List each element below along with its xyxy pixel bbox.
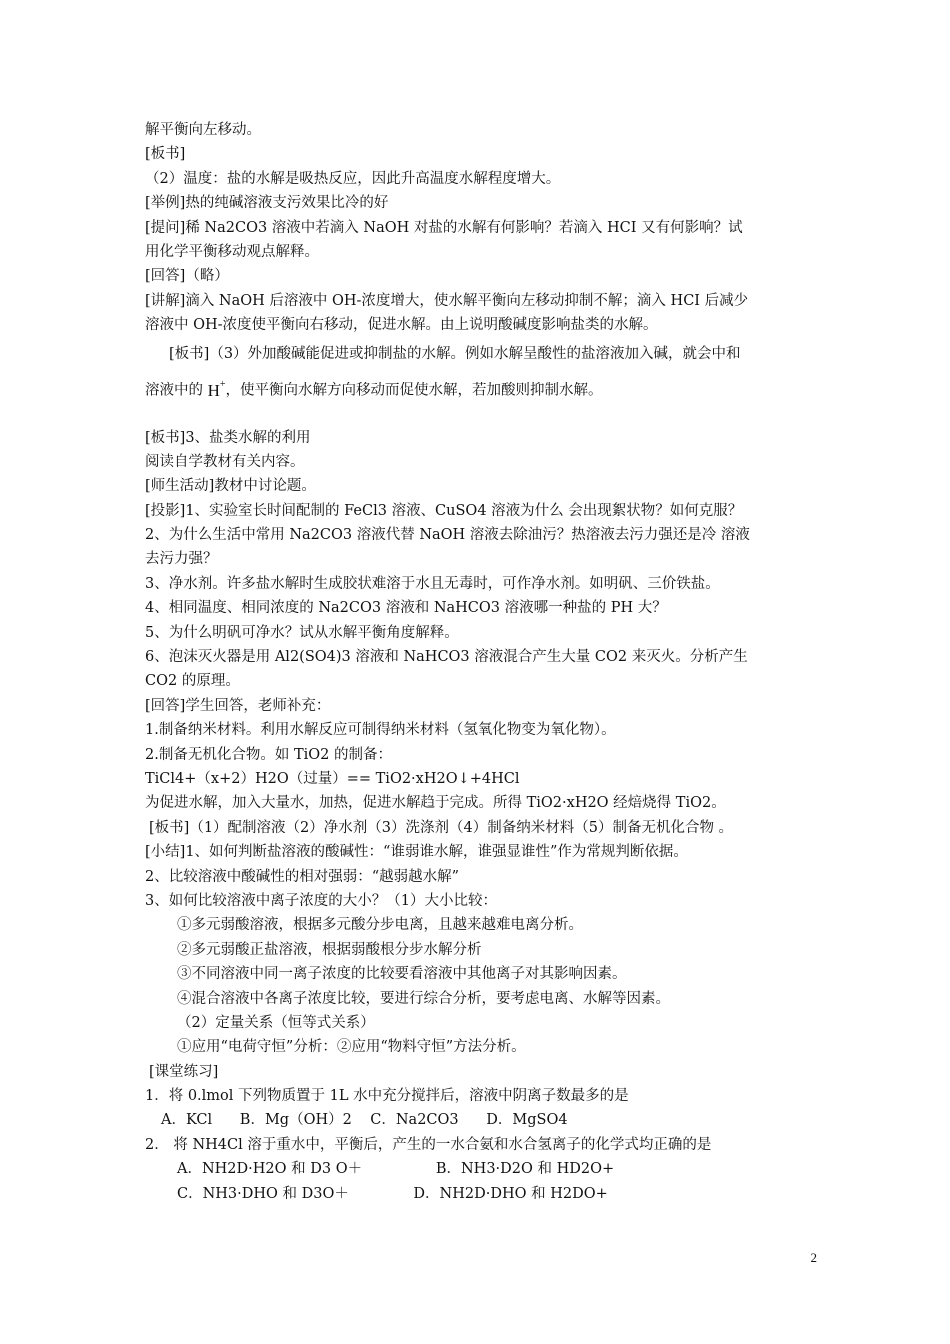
practice-heading: [课堂练习] [149,1063,219,1080]
text-segment: ，使平衡向水解方向移动而促使水解，若加酸则抑制水解。 [225,382,603,399]
text-line: [师生活动]教材中讨论题。 [145,478,316,495]
page-number: 2 [810,1250,817,1265]
text-line: [板书]3、盐类水解的利用 [145,429,311,446]
sub-item: ①应用“电荷守恒”分析：②应用“物料守恒”方法分析。 [177,1039,526,1056]
text-line: CO2 的原理。 [145,673,240,690]
text-line: 4、相同温度、相同浓度的 Na2CO3 溶液和 NaHCO3 溶液哪一种盐的 PH 大？ [145,600,667,617]
text-line: [投影]1、实验室长时间配制的 FeCl3 溶液、CuSO4 溶液为什么 会出现絮状物？如何克服？ [145,502,743,519]
text-line: 3、净水剂。许多盐水解时生成胶状难溶于水且无毒时，可作净水剂。如明矾、三价铁盐。 [145,575,720,592]
text-line: 2.制备无机化合物。如 TiO2 的制备： [145,746,392,763]
text-line: [板书]（3）外加酸碱能促进或抑制盐的水解。例如水解呈酸性的盐溶液加入碱，就会中和 [169,345,741,362]
text-line: 2、比较溶液中酸碱性的相对强弱：“越弱越水解” [145,868,460,885]
text-line: 1.制备纳米材料。利用水解反应可制得纳米材料（氢氧化物变为氧化物）。 [145,722,616,739]
text-segment: 溶液中的 [145,382,208,399]
text-line: 用化学平衡移动观点解释。 [145,243,319,260]
question-1-options: A．KCl B．Mg（OH）2 C．Na2CO3 D．MgSO4 [161,1112,568,1129]
text-line: [回答]（略） [145,268,229,285]
text-line: [小结]1、如何判断盐溶液的酸碱性：“谁弱谁水解，谁强显谁性”作为常规判断依据。 [145,844,688,861]
hydrogen-ion-formula [207,378,226,401]
text-line: 为促进水解，加入大量水，加热，促进水解趋于完成。所得 TiO2·xH2O 经焙烧得 TiO2。 [145,795,726,812]
sub-item: ①多元弱酸溶液，根据多元酸分步电离，且越来越难电离分析。 [177,917,583,934]
question-2: 2． 将 NH4Cl 溶于重水中，平衡后，产生的一水合氨和水合氢离子的化学式均正确的是 [145,1136,712,1153]
text-line: 5、为什么明矾可净水？试从水解平衡角度解释。 [145,624,459,641]
text-line: [提问]稀 Na2CO3 溶液中若滴入 NaOH 对盐的水解有何影响？若滴入 HCI 又有何影响？试 [145,219,743,236]
document-body [145,118,815,1206]
ion-charge: + [219,378,226,390]
sub-item: ②多元弱酸正盐溶液，根据弱酸根分步水解分析 [177,941,482,958]
text-line: 2、为什么生活中常用 Na2CO3 溶液代替 NaOH 溶液去除油污？热溶液去污力强还是冷 溶液 [145,527,750,544]
text-line: [板书] [145,146,186,163]
text-line: （2）温度：盐的水解是吸热反应，因此升高温度水解程度增大。 [145,170,561,187]
text-line: [板书]（1）配制溶液（2）净水剂（3）洗涤剂（4）制备纳米材料（5）制备无机化合物 。 [149,819,734,836]
text-line: 阅读自学教材有关内容。 [145,453,305,470]
ion-base: H [207,381,220,401]
blank-line [145,402,815,426]
question-2-options-row2: C．NH3·DHO 和 D3O＋ D．NH2D·DHO 和 H2DO+ [177,1185,608,1202]
text-line: [举例]热的纯碱溶液支污效果比冷的好 [145,195,389,212]
sub-item: ④混合溶液中各离子浓度比较，要进行综合分析，要考虑电离、水解等因素。 [177,990,670,1007]
sub-item: ③不同溶液中同一离子浓度的比较要看溶液中其他离子对其影响因素。 [177,966,627,983]
text-line: 3、如何比较溶液中离子浓度的大小？（1）大小比较： [145,892,497,909]
chemical-equation: TiCl4+（x+2）H2O（过量）== TiO2·xH2O↓+4HCl [145,770,520,787]
question-1: 1．将 0.lmol 下列物质置于 1L 水中充分搅拌后，溶液中阴离子数最多的是 [145,1088,629,1105]
text-line: 解平衡向左移动。 [145,122,261,138]
text-line-hplus [145,370,815,402]
text-line: 6、泡沫灭火器是用 Al2(SO4)3 溶液和 NaHCO3 溶液混合产生大量 CO2 来灭火。分析产生 [145,649,748,666]
text-line: [讲解]滴入 NaOH 后溶液中 OH-浓度增大，使水解平衡向左移动抑制不解；滴入 HCI 后减少 [145,292,749,309]
text-line: 去污力强？ [145,551,218,568]
text-line: 溶液中 OH-浓度使平衡向右移动，促进水解。由上说明酸碱度影响盐类的水解。 [145,317,658,334]
text-line: [回答]学生回答，老师补充： [145,697,331,714]
question-2-options-row1: A．NH2D·H2O 和 D3 O＋ B．NH3·D2O 和 HD2O+ [177,1161,615,1178]
sub-heading: （2）定量关系（恒等式关系） [177,1014,375,1031]
